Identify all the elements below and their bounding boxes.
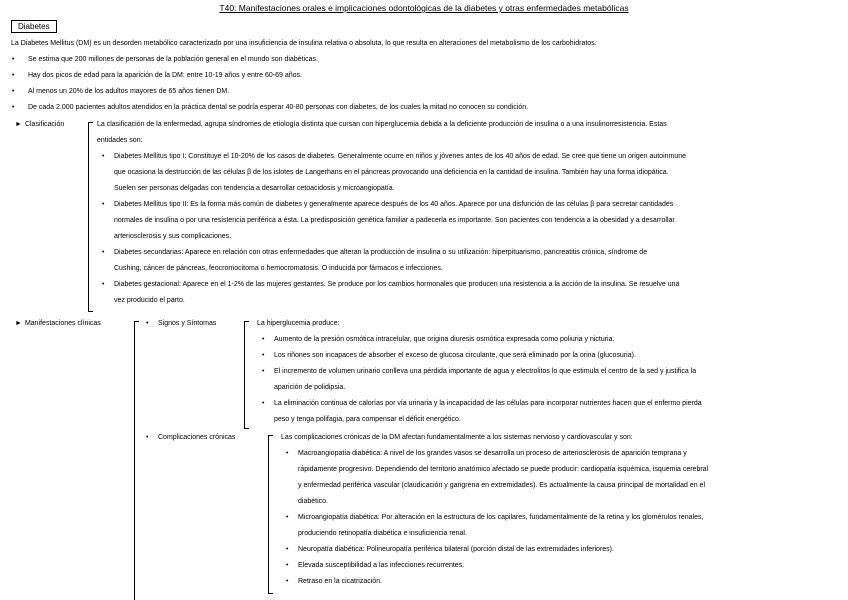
item-line: aparición de polidipsia. — [274, 384, 346, 391]
clasificacion-item — [97, 197, 837, 245]
clasificacion-item — [97, 149, 837, 197]
arrow-right-icon: ► — [15, 320, 22, 327]
signos-item — [257, 364, 839, 396]
item-line: • Neuropatía diabética: Polineuropatía periférica bilateral (porción distal de las extremidades inferiores). — [298, 546, 614, 553]
complicaciones-item — [281, 446, 839, 510]
complicaciones-block — [281, 430, 839, 590]
item-line: Cushing, cáncer de páncreas, feocromocitoma o hemocromatosis. O inducida por fármacos e infecciones. — [114, 265, 443, 272]
manifestaciones-label: Manifestaciones clínicas — [24, 320, 101, 327]
clasificacion-block — [97, 117, 837, 309]
item-line: • Retraso en la cicatrización. — [298, 578, 383, 585]
complicaciones-item — [281, 574, 839, 590]
item-line: • Macroangiopatía diabética: A nivel de los grandes vasos se desarrolla un proceso de arteriosclerosis de aparición temprana y — [298, 450, 687, 457]
item-line: • El incremento de volumen urinario conlleva una pérdida importante de agua y electrolitos lo que estimula el centro de la sed y justifica la — [274, 368, 697, 375]
item-line: • Diabetes gestacional: Aparece en el 1-2% de las mujeres gestantes. Se produce por los cambios hormonales que producen una resistencia a la acción de la insulina. Se resuelve una — [114, 281, 680, 288]
complicaciones-bracket — [268, 435, 273, 594]
clasificacion-item — [97, 245, 837, 277]
fact-item: • Hay dos picos de edad para la aparición de la DM: entre 10-19 años y entre 60-69 años. — [11, 68, 841, 84]
item-line: • Aumento de la presión osmótica intracelular, que origina diuresis osmótica expresada como poliuria y nicturia. — [274, 336, 615, 343]
clasificacion-heading — [15, 117, 64, 133]
manifestaciones-heading — [15, 316, 101, 332]
complicaciones-heading — [141, 430, 235, 446]
item-line: • Diabetes Mellitus tipo I: Constituye el 10-20% de los casos de diabetes. Generalmente ocurre en niños y jóvenes antes de los 40 años de edad. Se cree que tiene un origen autoinmune — [114, 153, 687, 160]
signos-lead: La hiperglucemia produce: — [257, 320, 340, 327]
item-line: • La eliminación continua de calorías por vía urinaria y la incapacidad de las células para incorporar nutrientes hacen que el enfermo pierda — [274, 400, 702, 407]
item-line: produciendo retinopatía diabética e insuficiencia renal. — [298, 530, 467, 537]
manifestaciones-bracket — [134, 321, 139, 600]
complicaciones-item — [281, 558, 839, 574]
clasificacion-bracket — [88, 122, 93, 312]
complicaciones-item — [281, 510, 839, 542]
signos-label: Signos y Síntomas — [158, 320, 217, 327]
signos-bracket — [244, 321, 249, 429]
complicaciones-lead: Las complicaciones crónicas de la DM afectan fundamentalmente a los sistemas nervioso y cardiovascular y son: — [281, 434, 633, 441]
clasificacion-lead-line: La clasificación de la enfermedad, agrupa síndromes de etiología distinta que cursan con hiperglucemia debida a la deficiente producción de insulina o a una insulinorresistencia. Estas — [97, 121, 667, 128]
item-line: peso y tenga polifagia, para compensar el déficit energético. — [274, 416, 461, 423]
signos-block — [257, 316, 839, 428]
complicaciones-label: Complicaciones crónicas — [158, 434, 236, 441]
fact-item: • De cada 2.000 pacientes adultos atendidos en la práctica dental se podría esperar 40-80 personas con diabetes, de los cuales la mitad no conocen su condición. — [11, 100, 841, 116]
item-line: y enfermedad periférica vascular (claudicación y gangrena en extremidades). Es actualmente la causa principal de mortalidad en el — [298, 482, 705, 489]
item-line: diabético. — [298, 498, 328, 505]
section-label-box: Diabetes — [11, 20, 57, 33]
item-line: vez producido el parto. — [114, 297, 185, 304]
facts-list — [11, 52, 841, 116]
item-line: • Diabetes secundarias: Aparece en relación con otras enfermedades que alteran la producción de insulina o su utilización: hiperpituarismo, pancreatitis crónica, síndrome de — [114, 249, 648, 256]
page-title: T40: Manifestaciones orales e implicaciones odontológicas de la diabetes y otras enfermedades metabólicas — [219, 3, 629, 13]
clasificacion-label: Clasificación — [24, 121, 65, 128]
item-line: normales de insulina o por una resistencia periférica a ésta. La predisposición genética familiar a padecerla es importante. Son pacientes con tendencia a la obesidad y a desarrollar — [114, 217, 675, 224]
item-line: • Elevada susceptibilidad a las infecciones recurrentes. — [298, 562, 465, 569]
intro-paragraph: La Diabetes Mellitus (DM) es un desorden metabólico caracterizado por una insuficiencia de insulina relativa o absoluta, lo que resulta en alteraciones del metabolismo de los carbohidratos. — [11, 40, 597, 47]
item-line: arteriosclerosis y sus complicaciones. — [114, 233, 232, 240]
signos-item — [257, 332, 839, 348]
arrow-right-icon: ► — [15, 121, 22, 128]
signos-item — [257, 348, 839, 364]
item-line: • Microangiopatía diabética: Por alteración en la estructura de los capilares, fundamentalmente de la retina y los glomérulos renales, — [298, 514, 704, 521]
item-line: que ocasiona la destrucción de las células β de los islotes de Langerhans en el páncreas provocando una deficiencia en la cantidad de insulina. También hay una forma idiopática. — [114, 169, 669, 176]
fact-item: • Al menos un 20% de los adultos mayores de 65 años tienen DM. — [11, 84, 841, 100]
signos-item — [257, 396, 839, 428]
item-line: • Los riñones son incapaces de absorber el exceso de glucosa circulante, que será eliminado por la orina (glucosuria). — [274, 352, 636, 359]
clasificacion-item — [97, 277, 837, 309]
complicaciones-item — [281, 542, 839, 558]
item-line: Suelen ser personas delgadas con tendencia a desarrollar cetoacidosis y microangiopatía. — [114, 185, 395, 192]
signos-heading — [141, 316, 216, 332]
fact-item: • Se estima que 200 millones de personas de la población general en el mundo son diabéticas. — [11, 52, 841, 68]
item-line: rápidamente progresivo. Dependiendo del territorio anatómico afectado se puede producir: cardiopatía isquémica, isquemia cerebral — [298, 466, 709, 473]
clasificacion-lead-line: entidades son: — [97, 137, 143, 144]
item-line: • Diabetes Mellitus tipo II: Es la forma más común de diabetes y generalmente aparece después de los 40 años. Aparece por una disfunción de las células β para secretar cantidades — [114, 201, 674, 208]
